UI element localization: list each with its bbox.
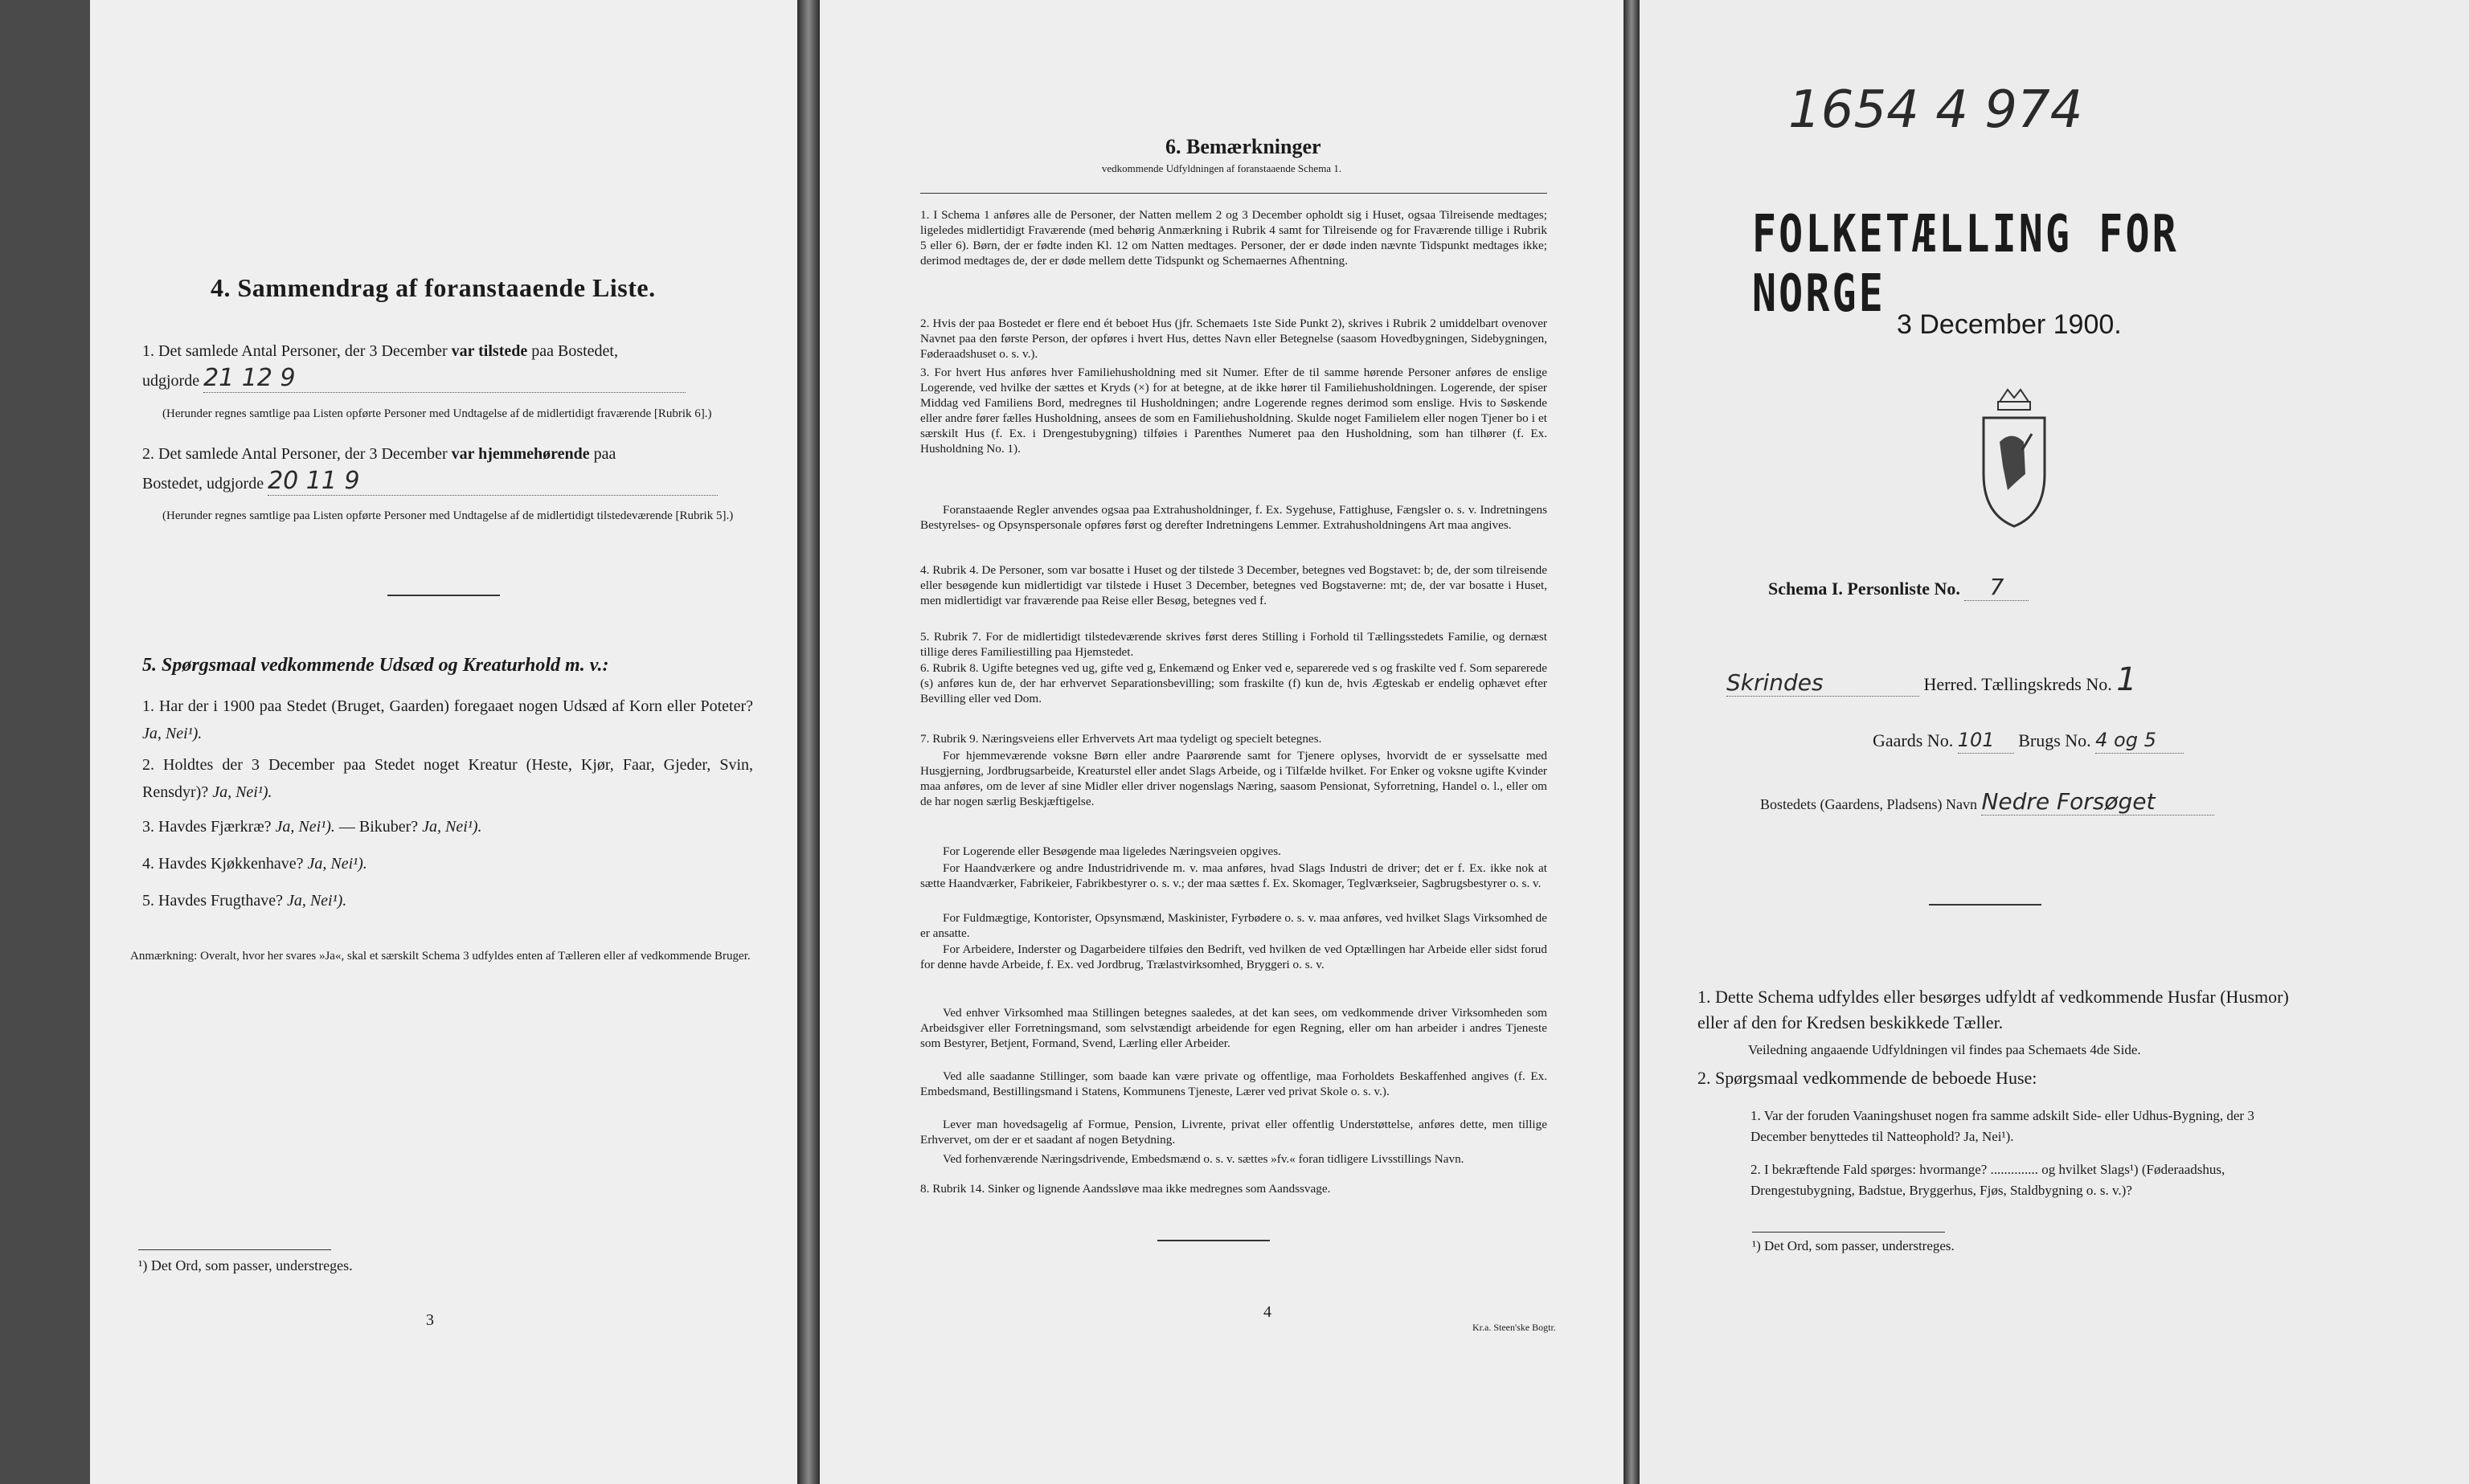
remark-paragraph: For Fuldmægtige, Kontorister, Opsynsmænd, Maskinister, Fyrbødere o. s. v. maa anføres, ved hvilket Slags Virksomhed de er ansatte.: [920, 911, 1547, 940]
instruction-1-note: Veiledning angaaende Udfyldningen vil findes paa Schemaets 4de Side.: [1748, 1042, 2141, 1057]
gutter-shadow: [1623, 0, 1640, 1484]
kreds-label: Tællingskreds No.: [1981, 674, 2112, 694]
q2-answer: Ja, Nei¹).: [212, 783, 272, 801]
page-left: [90, 0, 797, 1484]
printer-mark: Kr.a. Steen'ske Bogtr.: [1472, 1322, 1556, 1333]
q4-text: 4. Havdes Kjøkkenhave?: [142, 855, 304, 873]
item2-text-b: var hjemmehørende: [451, 445, 590, 463]
bosted-line: [1760, 789, 2214, 817]
question-2: [142, 751, 753, 806]
remark-paragraph: 6. Rubrik 8. Ugifte betegnes ved ug, gifte ved g, Enkemænd og Enker ved e, separerede ved s og fraskilte ved f. Som separerede (s) anføres kun de, der har erhvervet Separationsbevilling; som fraskilte (f) kun de, hvis Ægteskab er endelig ophævet efter Bevilling eller ved Dom.: [920, 661, 1547, 705]
herred-label: Herred.: [1923, 674, 1978, 694]
remark-paragraph: Ved enhver Virksomhed maa Stillingen betegnes saaledes, at det kan sees, om vedkommende driver Virksomheden som Arbeidsgiver eller Forretningsmand, som selvstændigt arbeidende for egen Regning, eller om han arbeider i andres Tjeneste som Bestyrer, Betjent, Formand, Svend, Lærling eller Arbeider.: [920, 1006, 1547, 1050]
schema-line: [1768, 574, 2029, 602]
schema-label: Schema I. Personliste No.: [1768, 578, 1960, 599]
footnote-right: ¹) Det Ord, som passer, understreges.: [1752, 1238, 1955, 1253]
page-number-middle: 4: [1263, 1303, 1271, 1321]
q3b-text: — Bikuber?: [338, 818, 419, 836]
kreds-number: 1: [2116, 661, 2137, 698]
schema-number: 7: [1964, 574, 2029, 601]
item2-handwritten-count: 20 11 9: [268, 468, 718, 496]
q1-answer: Ja, Nei¹).: [142, 725, 203, 742]
page-number-left: 3: [426, 1311, 434, 1329]
q5-answer: Ja, Nei¹).: [286, 892, 347, 910]
q3-text: 3. Havdes Fjærkræ?: [142, 818, 272, 836]
remarks-rule: [920, 193, 1547, 194]
instruction-2: 2. Spørgsmaal vedkommende de beboede Huse:: [1697, 1068, 2037, 1088]
handwritten-code: 1654 4 974: [1788, 80, 2083, 140]
remark-paragraph: 7. Rubrik 9. Næringsveiens eller Erhvervets Art maa tydeligt og specielt betegnes.: [920, 732, 1322, 746]
item2-note: (Herunder regnes samtlige paa Listen opførte Personer med Undtagelse af de midlertidigt tilstedeværende [Rubrik 5].): [162, 509, 734, 522]
summary-item-1: [142, 337, 753, 395]
item2-text-c: paa: [593, 445, 616, 463]
question-4: [142, 850, 753, 877]
instruction-1: 1. Dette Schema udfyldes eller besørges udfyldt af vedkommende Husfar (Husmor) eller af den for Kredsen beskikkede Tæller.: [1697, 987, 2289, 1032]
item1-text-d: udgjorde: [142, 372, 200, 390]
brugs-number: 4 og 5: [2095, 727, 2184, 754]
question-1: [142, 693, 753, 747]
coat-of-arms-icon: [1976, 386, 2053, 530]
question-5: [142, 887, 753, 914]
remark-paragraph: 8. Rubrik 14. Sinker og lignende Aandssløve maa ikke medregnes som Aandssvage.: [920, 1182, 1331, 1196]
remark-paragraph: 4. Rubrik 4. De Personer, som var bosatte i Huset og der tilstede 3 December, betegnes ved Bogstavet: b; de, der som tilreisende eller besøgende kun midlertidigt var tilstede i Huset 3 December, betegnes ved Bogstaverne: mt; de, der var bosatte i Huset, men midlertidigt var fraværende paa Reise eller Besøg, betegnes ved f.: [920, 563, 1547, 607]
remark-paragraph: Lever man hovedsagelig af Formue, Pension, Livrente, privat eller offentlig Understøttelse, anføres dette, men tillige Erhvervet, om der er et saadant af nogen Betydning.: [920, 1118, 1547, 1147]
item2-text-d: Bostedet, udgjorde: [142, 475, 264, 493]
census-title: FOLKETÆLLING FOR NORGE: [1752, 205, 2179, 324]
divider: [387, 595, 500, 596]
section-5-title: 5. Spørgsmaal vedkommende Udsæd og Kreaturhold m. v.:: [142, 655, 609, 676]
instruction-2-q2: 2. I bekræftende Fald spørges: hvormange? .............. og hvilket Slags¹) (Føderaadshus, Drengestubygning, Badstue, Bryggerhus, Fjøs, Staldbygning o. s. v.)?: [1750, 1162, 2225, 1198]
census-date: 3 December 1900.: [1897, 309, 2122, 340]
q3-answer: Ja, Nei¹).: [275, 818, 335, 836]
item1-text-b: var tilstede: [451, 342, 528, 360]
q4-answer: Ja, Nei¹).: [307, 855, 367, 873]
item1-handwritten-count: 21 12 9: [203, 365, 686, 393]
bosted-name: Nedre Forsøget: [1981, 789, 2214, 816]
annotation-note: Anmærkning: Overalt, hvor her svares »Ja«, skal et særskilt Schema 3 udfyldes enten af Tælleren eller af vedkommende Bruger.: [130, 950, 751, 963]
item1-note: (Herunder regnes samtlige paa Listen opførte Personer med Undtagelse af de midlertidigt fraværende [Rubrik 6].): [162, 407, 712, 420]
remark-paragraph: For hjemmeværende voksne Børn eller andre Paarørende samt for Tjenere oplyses, hvorvidt de er sysselsatte med Husgjerning, Jordbrugsarbeide, Kreaturstel eller andet Slags Arbeide, og i Tilfælde hvilket. For Enker og voksne ugifte Kvinder maa anføres, om de lever af sine Midler eller driver nogenslags Næring, saasom Pensionat, Syforretning, Handel o. l., eller om de har nogen særlig Beskjæftigelse.: [920, 749, 1547, 808]
remark-paragraph: 2. Hvis der paa Bostedet er flere end ét beboet Hus (jfr. Schemaets 1ste Side Punkt 2), skrives i Rubrik 2 umiddelbart ovenover Navnet paa den første Person, der opføres i hvert Hus, dettes Navn eller Betegnelse (saasom Hovedbygningen, Sidebygningen, Føderaadshuset o. s. v.).: [920, 317, 1547, 361]
remark-paragraph: Ved alle saadanne Stillinger, som baade kan være private og offentlige, maa Forholdets Beskaffenhed angives (f. Ex. Embedsmand, Bestillingsmand i Statens, Kommunens Tjeneste, Lærer ved privat Skole o. s. v.).: [920, 1069, 1547, 1098]
footnote-rule: [138, 1249, 331, 1250]
remark-paragraph: Foranstaaende Regler anvendes ogsaa paa Extrahusholdninger, f. Ex. Sygehuse, Fattighuse, Fængsler o. s. v. Indretningens Bestyrelses- og Opsynspersonale opføres først og derefter Indretningens Lemmer. Extrahusholdningens Art maa angives.: [920, 503, 1547, 532]
herred-line: [1726, 661, 2273, 698]
page-middle: [820, 0, 1623, 1484]
divider: [1929, 904, 2041, 906]
footnote: ¹) Det Ord, som passer, understreges.: [138, 1257, 353, 1273]
summary-item-2: [142, 440, 753, 497]
remark-paragraph: For Haandværkere og andre Industridrivende m. v. maa anføres, hvad Slags Industri de driver; det er f. Ex. ikke nok at sætte Haandværker, Fabrikeier, Fabrikbestyrer o. s. v.; der maa sættes f. Ex. Skomager, Teglværkseier, Sagbrugsbestyrer o. s. v.: [920, 861, 1547, 890]
remark-paragraph: For Arbeidere, Inderster og Dagarbeidere tilføies den Bedrift, ved hvilken de ved Optællingen har Arbeide eller sidst forud for denne havde Arbeide, f. Ex. ved Jordbrug, Trælastvirksomhed, Bryggeri o. s. v.: [920, 942, 1547, 971]
section-4-title: 4. Sammendrag af foranstaaende Liste.: [211, 273, 656, 302]
remarks-title: 6. Bemærkninger: [1165, 135, 1321, 158]
gutter-shadow: [797, 0, 820, 1484]
item1-text-a: 1. Det samlede Antal Personer, der 3 December: [142, 342, 448, 360]
footnote-rule: [1752, 1232, 1945, 1233]
bosted-label: Bostedets (Gaardens, Pladsens) Navn: [1760, 796, 1977, 812]
q3b-answer: Ja, Nei¹).: [422, 818, 482, 836]
item1-text-c: paa Bostedet,: [531, 342, 618, 360]
herred-name: Skrindes: [1726, 670, 1919, 697]
q5-text: 5. Havdes Frugthave?: [142, 892, 283, 910]
remarks-subtitle: vedkommende Udfyldningen af foranstaaende Schema 1.: [1101, 162, 1342, 174]
remark-paragraph: 1. I Schema 1 anføres alle de Personer, der Natten mellem 2 og 3 December opholdt sig i Huset, ogsaa Tilreisende medtages; ligeledes midlertidigt Fraværende (med behørig Anmærkning i Rubrik 4 samt for Tilreisende og for Fraværende tillige i Rubrik 5 eller 6). Børn, der er fødte inden Kl. 12 om Natten medtages. Personer, der er døde inden nævnte Tidspunkt medtages ikke; derimod medtages de, der er døde mellem dette Tidspunkt og Schemaernes Afhentning.: [920, 208, 1547, 268]
q1-text: 1. Har der i 1900 paa Stedet (Bruget, Gaarden) foregaaet nogen Udsæd af Korn eller Poteter?: [142, 697, 753, 715]
divider: [1157, 1240, 1270, 1241]
remark-paragraph: For Logerende eller Besøgende maa ligeledes Næringsveien opgives.: [943, 844, 1281, 858]
brugs-label: Brugs No.: [2018, 730, 2091, 750]
question-3: [142, 813, 753, 840]
gaards-label: Gaards No.: [1873, 730, 1954, 750]
gaards-line: [1873, 727, 2184, 754]
instruction-2-q1: 1. Var der foruden Vaaningshuset nogen fra samme adskilt Side- eller Udhus-Bygning, der 3 December benyttedes til Natteophold? Ja, Nei¹).: [1750, 1108, 2254, 1144]
item2-text-a: 2. Det samlede Antal Personer, der 3 December: [142, 445, 448, 463]
remark-paragraph: 5. Rubrik 7. For de midlertidigt tilstedeværende skrives først deres Stilling i Forhold til Tællingsstedets Familie, og dernæst tillige deres Familiestilling paa Hjemstedet.: [920, 630, 1547, 659]
q2-text: 2. Holdtes der 3 December paa Stedet noget Kreatur (Heste, Kjør, Faar, Gjeder, Svin, Rensdyr)?: [142, 756, 753, 801]
remark-paragraph: 3. For hvert Hus anføres hver Familiehusholdning med sit Numer. Efter de til samme hørende Personer anføres de enslige Logerende, ved hvilke der sættes et Kryds (×) for at betegne, at de ikke hører til Familiehusholdningen. Logerende, der spiser Middag ved Familiens Bord, medregnes til Husholdningen; andre Logerende regnes derimod som enslige. Hvis to Søskende eller andre fører fælles Husholdning, ansees de som en Familiehusholdning. Skulde noget Familielem eller nogen Tjener bo i et særskilt Hus (f. Ex. i Drengestubygning) tilføies i Parenthes Numeret paa den Husholdning, som han tilhører (f. Ex. Husholdning No. 1).: [920, 366, 1547, 456]
remark-paragraph: Ved forhenværende Næringsdrivende, Embedsmænd o. s. v. sættes »fv.« foran tidligere Livsstillings Navn.: [943, 1152, 1464, 1166]
gaards-number: 101: [1958, 727, 2014, 754]
